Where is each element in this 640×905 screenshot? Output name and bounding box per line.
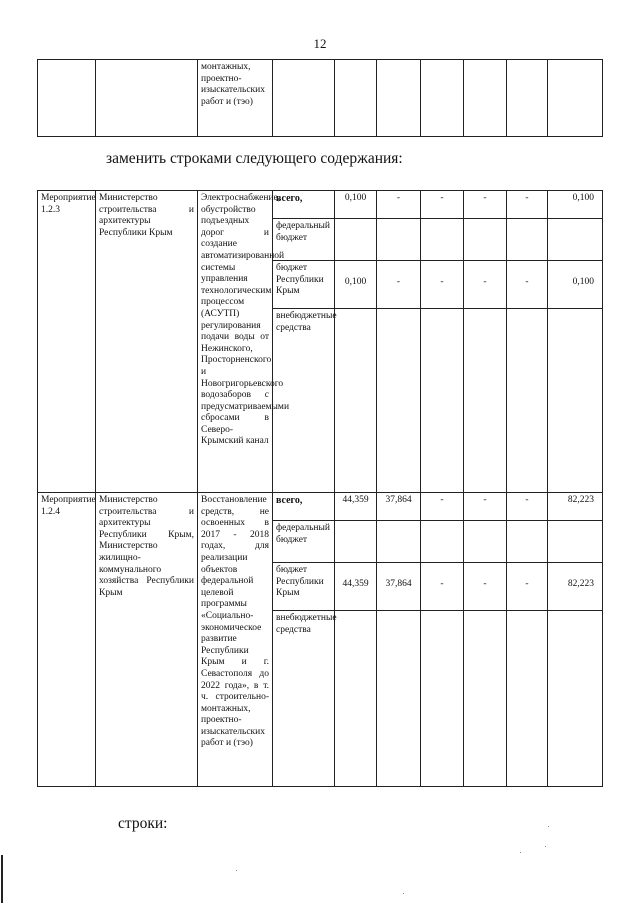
source-label: бюджет Республики Крым: [276, 565, 324, 599]
value-cell: -: [377, 261, 421, 309]
executor-cell: [96, 493, 198, 787]
value-cell: [464, 611, 507, 787]
value-cell: [377, 309, 421, 493]
page-number: 12: [313, 36, 327, 51]
value-cell: -: [464, 191, 507, 219]
description-cell: [198, 493, 273, 787]
value-cell: 37,864: [377, 493, 421, 521]
table-cell: [96, 60, 198, 137]
value-cell: -: [507, 261, 548, 309]
measure-name: Мероприятие 1.2.3: [41, 193, 96, 215]
value-cell: -: [464, 493, 507, 521]
source-label-cell: [273, 563, 335, 611]
value-cell: -: [421, 261, 464, 309]
scan-edge-mark: [1, 855, 3, 903]
table-cell: [421, 60, 464, 137]
value-cell: -: [464, 563, 507, 611]
measure-cell: [38, 493, 96, 787]
value-cell: 0,100: [335, 261, 377, 309]
value-cell: 82,223: [548, 493, 603, 521]
value-cell: 0,100: [335, 191, 377, 219]
source-label: федеральный бюджет: [276, 523, 330, 545]
value-cell: [507, 521, 548, 563]
source-label: всего,: [276, 495, 303, 506]
value-cell: [507, 309, 548, 493]
value-cell: [421, 521, 464, 563]
value-cell: 37,864: [377, 563, 421, 611]
value-cell: [464, 219, 507, 261]
source-label-cell: [273, 191, 335, 219]
executor-name: Министерство строительства и архитектуры Республики Крым: [99, 193, 194, 238]
scan-speck: [403, 893, 404, 894]
description-text: Восстановление средств, не освоенных в 2017 - 2018 годах, для реализации объектов федеральной целевой программы «Социально-экономическое развитие Республики Крым и г. Севастополя до 2022 года», в т. ч. строительно-монтажных, проектно-изыскательских работ и (тэо): [201, 495, 269, 749]
scan-speck: [548, 826, 549, 827]
value-cell: [335, 309, 377, 493]
description-cell: [198, 60, 273, 137]
value-cell: [507, 219, 548, 261]
value-cell: -: [377, 191, 421, 219]
value-cell: -: [507, 493, 548, 521]
executor-cell: [96, 191, 198, 493]
following-rows-label: строки:: [118, 815, 168, 832]
table-cell: [377, 60, 421, 137]
table-cell: [273, 60, 335, 137]
value-cell: [421, 611, 464, 787]
executor-name: Министерство строительства и архитектуры Республики Крым, Министерство жилищно-коммунального хозяйства Республики Крым: [99, 495, 194, 598]
source-label: всего,: [276, 193, 303, 204]
source-label: бюджет Республики Крым: [276, 263, 324, 297]
description-text: Электроснабжение, обустройство подъездных дорог и создание автоматизированной системы управления технологическим процессом (АСУТП) регулирования подачи воды от Нежинского, Просторненского и Новогригорьевского водозаборов с предусматриваемыми сбросами в Северо-Крымский канал: [201, 193, 290, 447]
measure-name: Мероприятие 1.2.4: [41, 495, 96, 517]
value-cell: -: [421, 493, 464, 521]
source-label: внебюджетные средства: [276, 613, 337, 635]
scan-speck: [520, 852, 521, 853]
scan-speck: [545, 846, 546, 847]
table-cell: [38, 60, 96, 137]
table-cell: [507, 60, 548, 137]
measure-cell: [38, 191, 96, 493]
table-row: [38, 60, 603, 137]
value-cell: -: [464, 261, 507, 309]
source-label-cell: [273, 611, 335, 787]
value-cell: [335, 521, 377, 563]
source-label-cell: [273, 261, 335, 309]
value-cell: [377, 219, 421, 261]
source-label-cell: [273, 309, 335, 493]
table-row: [38, 191, 603, 219]
scan-speck: [236, 870, 237, 871]
value-cell: [548, 611, 603, 787]
source-label-cell: [273, 521, 335, 563]
description-text: монтажных, проектно-изыскательских работ и (тэо): [201, 62, 265, 107]
value-cell: [464, 309, 507, 493]
table-row: [38, 493, 603, 521]
table-cell: [464, 60, 507, 137]
value-cell: -: [421, 563, 464, 611]
source-label: федеральный бюджет: [276, 221, 330, 243]
source-label-cell: [273, 493, 335, 521]
value-cell: 0,100: [548, 191, 603, 219]
measures-table: [37, 190, 603, 787]
value-cell: [548, 309, 603, 493]
value-cell: [335, 219, 377, 261]
value-cell: [464, 521, 507, 563]
value-cell: 82,223: [548, 563, 603, 611]
table-cell: [335, 60, 377, 137]
table-cell: [548, 60, 603, 137]
source-label: внебюджетные средства: [276, 311, 337, 333]
value-cell: [507, 611, 548, 787]
value-cell: 0,100: [548, 261, 603, 309]
value-cell: [377, 611, 421, 787]
value-cell: [335, 611, 377, 787]
value-cell: [548, 521, 603, 563]
replacement-heading: заменить строками следующего содержания:: [106, 150, 403, 167]
value-cell: -: [507, 563, 548, 611]
value-cell: [548, 219, 603, 261]
value-cell: -: [421, 191, 464, 219]
value-cell: [421, 309, 464, 493]
value-cell: [377, 521, 421, 563]
value-cell: [421, 219, 464, 261]
value-cell: 44,359: [335, 563, 377, 611]
previous-table-fragment: [37, 59, 603, 137]
value-cell: -: [507, 191, 548, 219]
value-cell: 44,359: [335, 493, 377, 521]
